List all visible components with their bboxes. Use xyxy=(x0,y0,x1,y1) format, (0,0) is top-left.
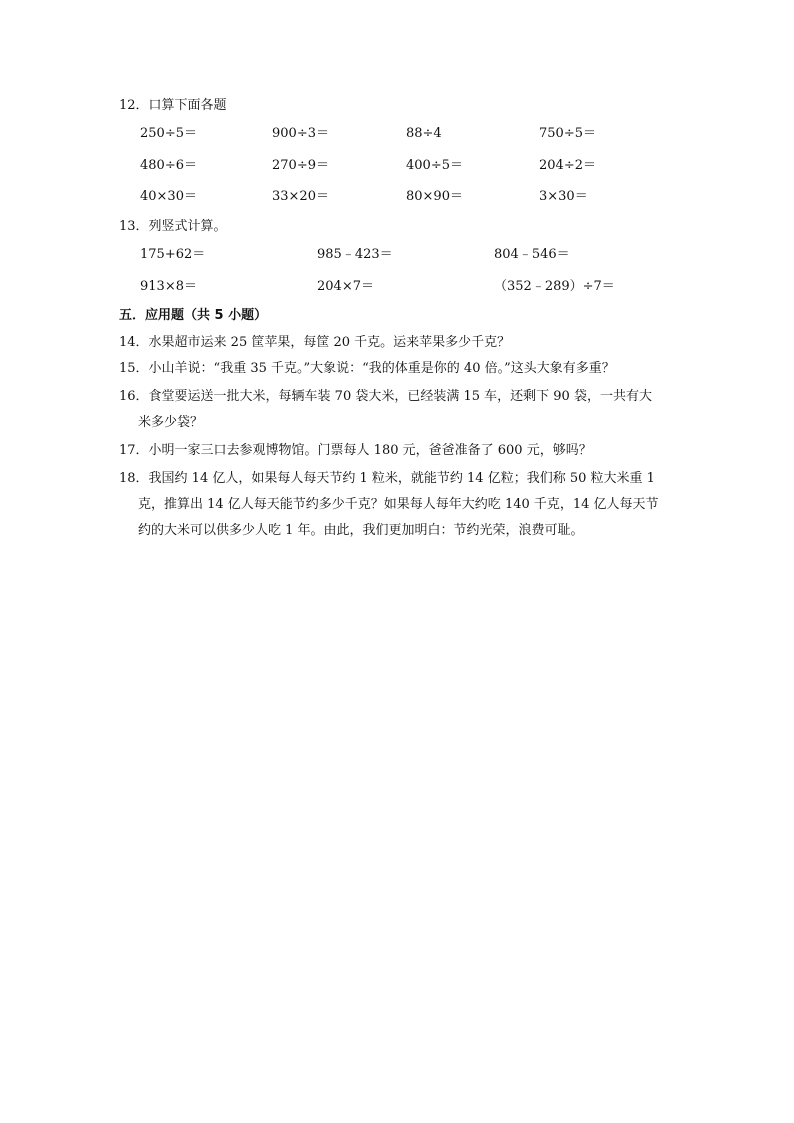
q12-title: 12．口算下面各题 xyxy=(119,98,227,113)
q12-item: 900÷3＝ xyxy=(272,126,329,141)
problem-line: 克，推算出 14 亿人每天能节约多少千克？如果每人每年大约吃 140 千克，14 亿人每天节 xyxy=(138,497,659,512)
word-problem-16 xyxy=(119,384,679,436)
q12-item: 3×30＝ xyxy=(539,189,588,204)
section-heading: 五．应用题（共 5 小题） xyxy=(119,308,268,323)
word-problem-15 xyxy=(119,356,679,382)
q12-item: 480÷6＝ xyxy=(140,158,197,173)
q13-item: （352﹣289）÷7＝ xyxy=(494,279,615,294)
word-problem-14 xyxy=(119,330,679,356)
word-problem-17 xyxy=(119,438,679,464)
q12-item: 750÷5＝ xyxy=(539,126,596,141)
q12-item: 80×90＝ xyxy=(406,189,463,204)
problem-line: 17．小明一家三口去参观博物馆。门票每人 180 元，爸爸准备了 600 元，够吗？ xyxy=(119,443,592,458)
problem-line: 14．水果超市运来 25 筐苹果，每筐 20 千克。运来苹果多少千克？ xyxy=(119,335,511,350)
q13-item: 175+62＝ xyxy=(140,247,206,262)
problem-line: 16．食堂要运送一批大米，每辆车装 70 袋大米，已经装满 15 车，还剩下 90 袋，一共有大 xyxy=(119,389,652,404)
q13-item: 913×8＝ xyxy=(140,279,197,294)
problem-line: 米多少袋？ xyxy=(138,415,204,430)
q13-title: 13．列竖式计算。 xyxy=(119,219,227,234)
q12-item: 270÷9＝ xyxy=(272,158,329,173)
problem-line: 18．我国约 14 亿人，如果每人每天节约 1 粒米，就能节约 14 亿粒；我们称 50 粒大米重 1 xyxy=(119,471,655,486)
q13-item: 804﹣546＝ xyxy=(494,247,570,262)
q12-item: 33×20＝ xyxy=(272,189,329,204)
word-problem-18 xyxy=(119,466,679,544)
q12-item: 204÷2＝ xyxy=(539,158,596,173)
q12-item: 400÷5＝ xyxy=(406,158,463,173)
problem-line: 约的大米可以供多少人吃 1 年。由此，我们更加明白：节约光荣，浪费可耻。 xyxy=(138,523,584,538)
q12-item: 88÷4 xyxy=(406,126,442,141)
q12-item: 250÷5＝ xyxy=(140,126,197,141)
problem-line: 15．小山羊说：“我重 35 千克。”大象说：“我的体重是你的 40 倍。”这头大象有多重？ xyxy=(119,361,615,376)
q13-item: 985﹣423＝ xyxy=(317,247,393,262)
q12-item: 40×30＝ xyxy=(140,189,197,204)
q13-item: 204×7＝ xyxy=(317,279,374,294)
